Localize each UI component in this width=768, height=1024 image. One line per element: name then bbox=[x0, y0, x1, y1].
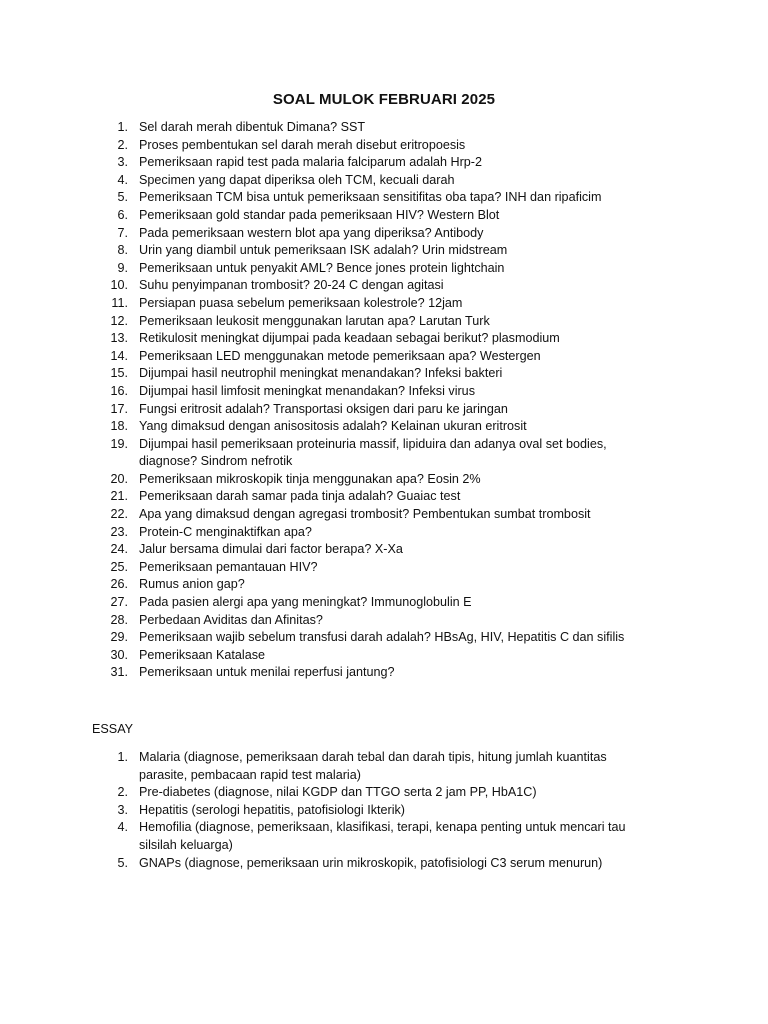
question-item-text: Pemeriksaan rapid test pada malaria falciparum adalah Hrp-2 bbox=[139, 155, 483, 170]
question-item-text: Suhu penyimpanan trombosit? 20-24 C dengan agitasi bbox=[139, 278, 444, 293]
question-item-text: Pemeriksaan pemantauan HIV? bbox=[139, 559, 318, 574]
question-item bbox=[92, 383, 652, 401]
question-item-text: Retikulosit meningkat dijumpai pada keadaan sebagai berikut? plasmodium bbox=[139, 331, 560, 346]
question-item bbox=[92, 647, 652, 665]
question-item-text: Yang dimaksud dengan anisositosis adalah? Kelainan ukuran eritrosit bbox=[139, 419, 527, 434]
question-item-number: 13. bbox=[110, 331, 128, 346]
question-item bbox=[92, 559, 652, 577]
question-item-number: 19. bbox=[110, 436, 128, 451]
question-item bbox=[92, 225, 652, 243]
question-item-number: 18. bbox=[110, 419, 128, 434]
question-item bbox=[92, 137, 652, 155]
question-item-text: Pemeriksaan mikroskopik tinja menggunakan apa? Eosin 2% bbox=[139, 471, 481, 486]
essay-item-number: 5. bbox=[117, 855, 128, 870]
question-item bbox=[92, 576, 652, 594]
question-item bbox=[92, 471, 652, 489]
question-item-text: Persiapan puasa sebelum pemeriksaan kolestrole? 12jam bbox=[139, 295, 463, 310]
question-item bbox=[92, 172, 652, 190]
question-item-number: 3. bbox=[117, 155, 128, 170]
question-item-number: 15. bbox=[110, 366, 128, 381]
question-item bbox=[92, 119, 652, 137]
essay-heading: ESSAY bbox=[92, 722, 134, 736]
question-item-text: Jalur bersama dimulai dari factor berapa? X-Xa bbox=[139, 542, 403, 557]
question-item-number: 16. bbox=[110, 383, 128, 398]
essay-item-number: 4. bbox=[117, 820, 128, 835]
question-item bbox=[92, 488, 652, 506]
question-item bbox=[92, 594, 652, 612]
question-item-text: Pada pasien alergi apa yang meningkat? Immunoglobulin E bbox=[139, 595, 472, 610]
essay-item-number: 2. bbox=[117, 785, 128, 800]
question-item-number: 17. bbox=[110, 401, 128, 416]
question-item-text: Urin yang diambil untuk pemeriksaan ISK adalah? Urin midstream bbox=[139, 243, 508, 258]
question-item bbox=[92, 418, 652, 436]
question-item-text: Pemeriksaan TCM bisa untuk pemeriksaan sensitifitas oba tapa? INH dan ripaficim bbox=[139, 190, 602, 205]
question-item bbox=[92, 313, 652, 331]
essay-item-text: Malaria (diagnose, pemeriksaan darah tebal dan darah tipis, hitung jumlah kuantitas parasite, pembacaan rapid test malaria) bbox=[139, 750, 607, 782]
question-item-text: Apa yang dimaksud dengan agregasi trombosit? Pembentukan sumbat trombosit bbox=[139, 507, 591, 522]
question-item bbox=[92, 277, 652, 295]
question-item-number: 30. bbox=[110, 647, 128, 662]
essay-item-number: 1. bbox=[117, 750, 128, 764]
question-item bbox=[92, 506, 652, 524]
question-item-number: 27. bbox=[110, 595, 128, 610]
question-item-number: 21. bbox=[110, 489, 128, 504]
question-item-number: 31. bbox=[110, 665, 128, 680]
question-item-text: Specimen yang dapat diperiksa oleh TCM, kecuali darah bbox=[139, 172, 455, 187]
question-item-text: Pemeriksaan gold standar pada pemeriksaan HIV? Western Blot bbox=[139, 207, 500, 222]
essay-item bbox=[92, 819, 652, 854]
question-item-number: 9. bbox=[117, 260, 128, 275]
question-item-text: Pemeriksaan LED menggunakan metode pemeriksaan apa? Westergen bbox=[139, 348, 541, 363]
question-item-number: 2. bbox=[117, 137, 128, 152]
essay-item bbox=[92, 749, 652, 784]
essay-item-text: Hepatitis (serologi hepatitis, patofisiologi Ikterik) bbox=[139, 802, 405, 817]
question-item-text: Fungsi eritrosit adalah? Transportasi oksigen dari paru ke jaringan bbox=[139, 401, 508, 416]
question-item bbox=[92, 348, 652, 366]
question-item-number: 26. bbox=[110, 577, 128, 592]
question-item bbox=[92, 664, 652, 682]
question-item-number: 29. bbox=[110, 630, 128, 645]
question-item-number: 23. bbox=[110, 524, 128, 539]
question-item-text: Dijumpai hasil limfosit meningkat menandakan? Infeksi virus bbox=[139, 383, 475, 398]
question-item bbox=[92, 260, 652, 278]
question-item-text: Pemeriksaan darah samar pada tinja adalah? Guaiac test bbox=[139, 489, 461, 504]
question-item-text: Rumus anion gap? bbox=[139, 577, 245, 592]
question-item-text: Sel darah merah dibentuk Dimana? SST bbox=[139, 120, 366, 134]
essay-item-number: 3. bbox=[117, 802, 128, 817]
question-item bbox=[92, 541, 652, 559]
question-item-number: 25. bbox=[110, 559, 128, 574]
question-item bbox=[92, 365, 652, 383]
question-item-number: 8. bbox=[117, 243, 128, 258]
question-item-text: Proses pembentukan sel darah merah disebut eritropoesis bbox=[139, 137, 466, 152]
question-item-text: Pemeriksaan leukosit menggunakan larutan apa? Larutan Turk bbox=[139, 313, 490, 328]
question-item-number: 5. bbox=[117, 190, 128, 205]
question-item bbox=[92, 330, 652, 348]
question-item-text: Pemeriksaan untuk menilai reperfusi jantung? bbox=[139, 665, 395, 680]
question-item-number: 28. bbox=[110, 612, 128, 627]
question-item-text: Protein-C menginaktifkan apa? bbox=[139, 524, 312, 539]
question-item-text: Pemeriksaan wajib sebelum transfusi darah adalah? HBsAg, HIV, Hepatitis C dan sifilis bbox=[139, 630, 625, 645]
question-item-number: 7. bbox=[117, 225, 128, 240]
question-item bbox=[92, 436, 652, 471]
question-item-text: Perbedaan Aviditas dan Afinitas? bbox=[139, 612, 323, 627]
question-item bbox=[92, 189, 652, 207]
question-item-number: 10. bbox=[110, 278, 128, 293]
question-item bbox=[92, 524, 652, 542]
question-item-text: Pemeriksaan Katalase bbox=[139, 647, 266, 662]
question-item bbox=[92, 207, 652, 225]
question-item bbox=[92, 242, 652, 260]
question-item bbox=[92, 154, 652, 172]
essay-item bbox=[92, 784, 652, 802]
essay-item-text: Pre-diabetes (diagnose, nilai KGDP dan TTGO serta 2 jam PP, HbA1C) bbox=[139, 785, 537, 800]
question-list bbox=[92, 119, 652, 682]
question-item-number: 24. bbox=[110, 542, 128, 557]
essay-item-text: GNAPs (diagnose, pemeriksaan urin mikroskopik, patofisiologi C3 serum menurun) bbox=[139, 855, 603, 870]
question-item-number: 12. bbox=[110, 313, 128, 328]
question-item-number: 11. bbox=[111, 295, 128, 310]
question-item bbox=[92, 295, 652, 313]
question-item-text: Dijumpai hasil pemeriksaan proteinuria massif, lipiduira dan adanya oval set bodies, diagnose? Sindrom nefrotik bbox=[139, 436, 607, 469]
essay-item bbox=[92, 802, 652, 820]
question-item-number: 4. bbox=[117, 172, 128, 187]
question-item-number: 20. bbox=[110, 471, 128, 486]
essay-list bbox=[92, 749, 652, 872]
question-item bbox=[92, 401, 652, 419]
question-item-number: 22. bbox=[110, 507, 128, 522]
essay-item-text: Hemofilia (diagnose, pemeriksaan, klasifikasi, terapi, kenapa penting untuk mencari tau silsilah keluarga) bbox=[139, 820, 626, 852]
question-item-text: Dijumpai hasil neutrophil meningkat menandakan? Infeksi bakteri bbox=[139, 366, 503, 381]
question-item-number: 6. bbox=[117, 207, 128, 222]
essay-item bbox=[92, 855, 652, 873]
question-item-text: Pemeriksaan untuk penyakit AML? Bence jones protein lightchain bbox=[139, 260, 505, 275]
question-item-text: Pada pemeriksaan western blot apa yang diperiksa? Antibody bbox=[139, 225, 484, 240]
question-item-number: 14. bbox=[110, 348, 128, 363]
question-item bbox=[92, 612, 652, 630]
question-item-number: 1. bbox=[117, 120, 128, 134]
document-title: SOAL MULOK FEBRUARI 2025 bbox=[272, 91, 496, 108]
question-item bbox=[92, 629, 652, 647]
